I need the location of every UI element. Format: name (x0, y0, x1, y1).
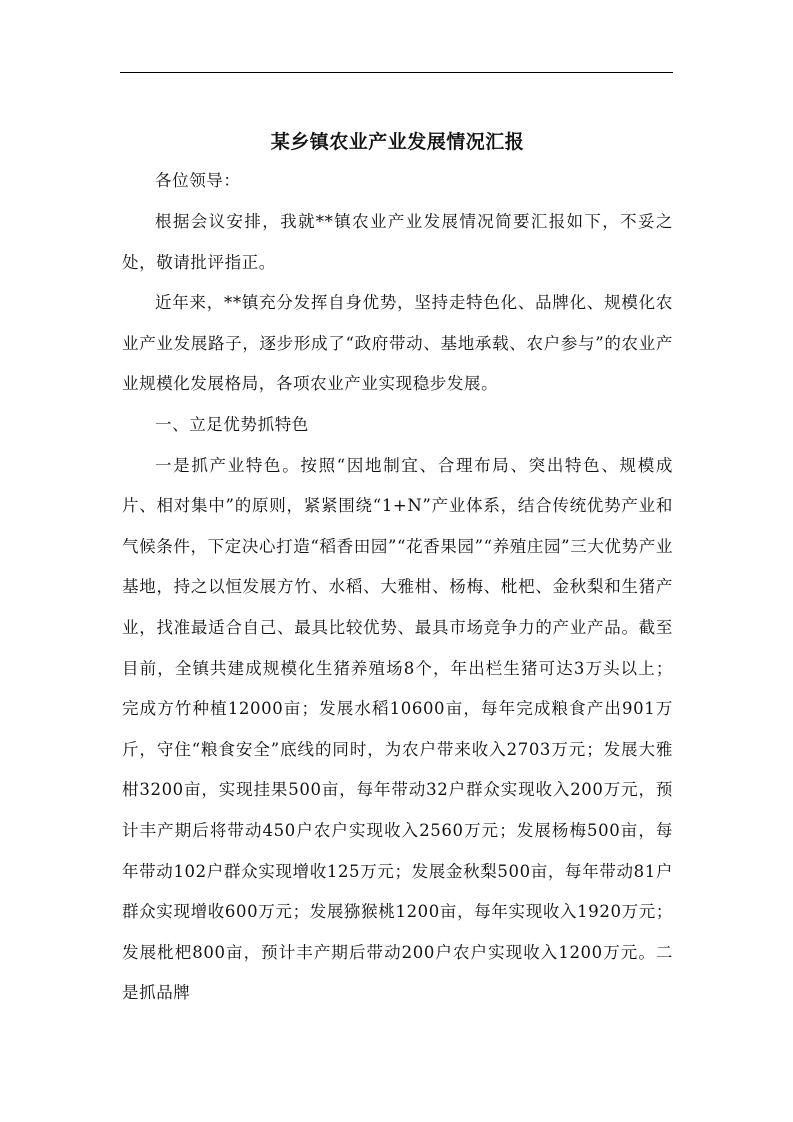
section-heading: 一、立足优势抓特色 (155, 414, 309, 434)
header-rule (120, 72, 673, 73)
document-body (122, 124, 673, 1014)
overview-paragraph: 近年来，**镇充分发挥自身优势，坚持走特色化、品牌化、规模化农业产业发展路子，逐步形成了“政府带动、基地承载、农户参与”的农业产业规模化发展格局，各项农业产业实现稳步发展。 (122, 293, 673, 394)
body-paragraph: 一是抓产业特色。按照“因地制宜、合理布局、突出特色、规模成片、相对集中”的原则，紧紧围绕“1+N”产业体系，结合传统优势产业和气候条件，下定决心打造“稻香田园”“花香果园”“养殖庄园”三大优势产业基地，持之以恒发展方竹、水稻、大雅柑、杨梅、枇杷、金秋梨和生猪产业，找准最适合自己、最具比较优势、最具市场竞争力的产业产品。截至目前，全镇共建成规模化生猪养殖场8个，年出栏生猪可达3万头以上；完成方竹种植12000亩；发展水稻10600亩，每年完成粮食产出901万斤，守住“粮食安全”底线的同时，为农户带来收入2703万元；发展大雅柑3200亩，实现挂果500亩，每年带动32户群众实现收入200万元，预计丰产期后将带动450户农户实现收入2560万元；发展杨梅500亩，每年带动102户群众实现增收125万元；发展金秋梨500亩，每年带动81户群众实现增收600万元；发展猕猴桃1200亩，每年实现收入1920万元；发展枇杷800亩，预计丰产期后带动200户农户实现收入1200万元。二是抓品牌 (122, 455, 673, 1003)
salutation: 各位领导： (155, 171, 241, 190)
document-title: 某乡镇农业产业发展情况汇报 (270, 131, 525, 153)
intro-paragraph: 根据会议安排，我就**镇农业产业发展情况简要汇报如下，不妥之处，敬请批评指正。 (122, 212, 673, 272)
